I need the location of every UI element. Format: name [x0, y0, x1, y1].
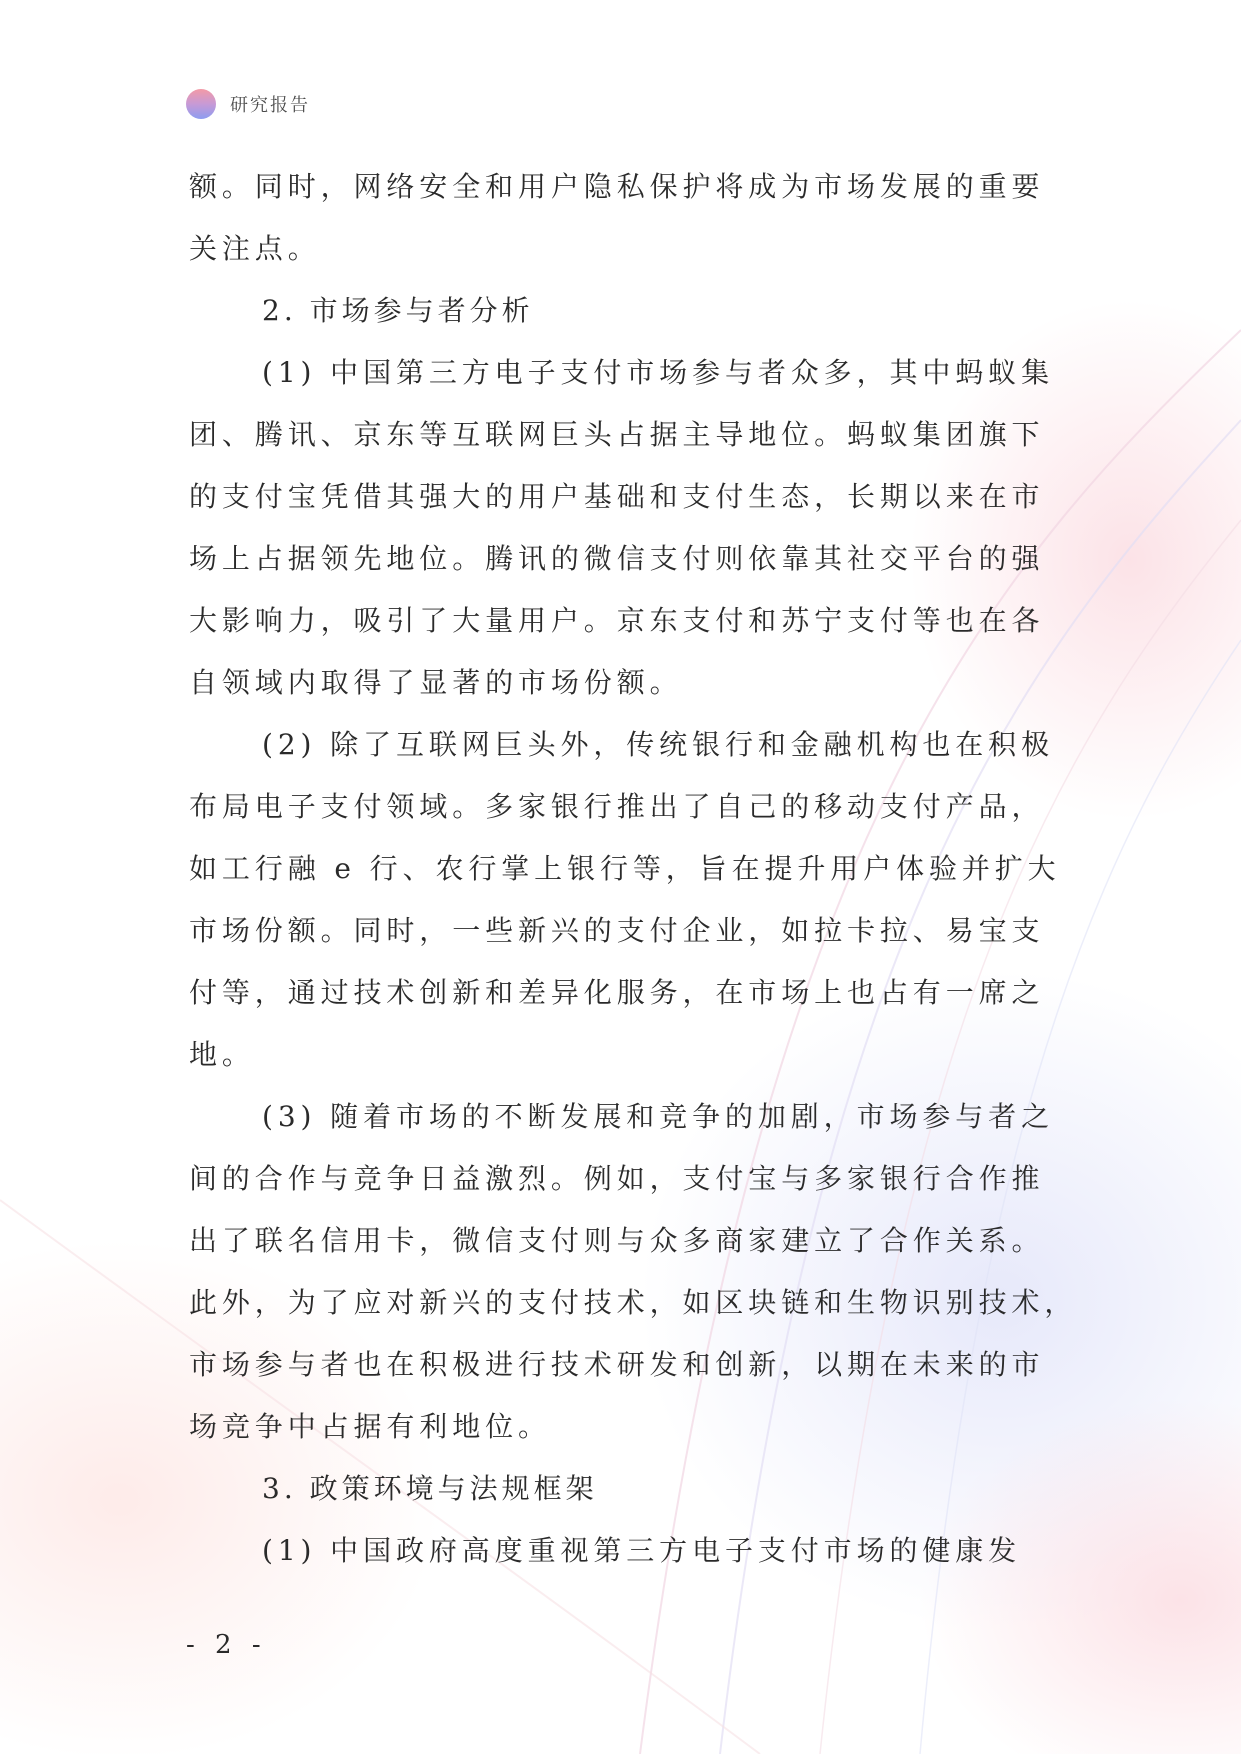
text-line: 出了联名信用卡，微信支付则与众多商家建立了合作关系。 — [189, 1224, 1045, 1257]
text-line: 的支付宝凭借其强大的用户基础和支付生态，长期以来在市 — [189, 480, 1045, 513]
paragraph-first-line: (3) 随着市场的不断发展和竞争的加剧，市场参与者之 — [262, 1100, 1054, 1133]
text-line: 此外，为了应对新兴的支付技术，如区块链和生物识别技术， — [189, 1286, 1078, 1319]
section-heading: 2. 市场参与者分析 — [262, 294, 534, 327]
paragraph-first-line: (2) 除了互联网巨头外，传统银行和金融机构也在积极 — [262, 728, 1054, 761]
page-number: - 2 - — [186, 1630, 267, 1660]
text-line: 关注点。 — [189, 232, 321, 265]
paragraph-first-line: (1) 中国第三方电子支付市场参与者众多，其中蚂蚁集 — [262, 356, 1054, 389]
paragraph-first-line: (1) 中国政府高度重视第三方电子支付市场的健康发 — [262, 1534, 1022, 1567]
report-header-label: 研究报告 — [230, 95, 310, 116]
section-heading: 3. 政策环境与法规框架 — [262, 1472, 598, 1505]
text-line: 付等，通过技术创新和差异化服务，在市场上也占有一席之 — [189, 976, 1045, 1009]
text-line: 自领域内取得了显著的市场份额。 — [189, 666, 683, 699]
report-header — [186, 88, 310, 120]
text-line: 大影响力，吸引了大量用户。京东支付和苏宁支付等也在各 — [189, 604, 1045, 637]
text-line: 额。同时，网络安全和用户隐私保护将成为市场发展的重要 — [189, 170, 1045, 203]
text-line: 地。 — [189, 1038, 255, 1071]
text-line: 市场份额。同时，一些新兴的支付企业，如拉卡拉、易宝支 — [189, 914, 1045, 947]
text-line: 布局电子支付领域。多家银行推出了自己的移动支付产品， — [189, 790, 1045, 823]
text-line: 团、腾讯、京东等互联网巨头占据主导地位。蚂蚁集团旗下 — [189, 418, 1045, 451]
text-line: 场上占据领先地位。腾讯的微信支付则依靠其社交平台的强 — [189, 542, 1045, 575]
report-logo-icon — [186, 89, 216, 119]
text-line: 市场参与者也在积极进行技术研发和创新，以期在未来的市 — [189, 1348, 1045, 1381]
text-line: 场竞争中占据有利地位。 — [189, 1410, 551, 1443]
text-line: 如工行融 e 行、农行掌上银行等，旨在提升用户体验并扩大 — [189, 852, 1061, 885]
text-line: 间的合作与竞争日益激烈。例如，支付宝与多家银行合作推 — [189, 1162, 1045, 1195]
document-body — [189, 156, 1078, 1582]
